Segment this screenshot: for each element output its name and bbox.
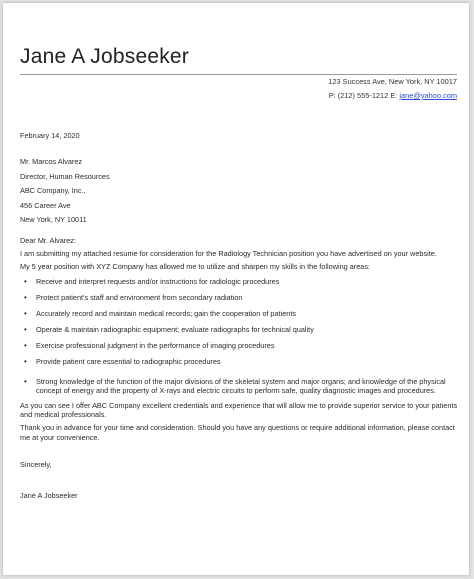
list-item: • Protect patient's staff and environment from secondary radiation xyxy=(20,293,460,302)
recipient-block xyxy=(20,157,460,230)
recipient-line: ABC Company, Inc., xyxy=(20,186,86,196)
letter-page xyxy=(3,3,469,575)
list-item: • Exercise professional judgment in the performance of imaging procedures xyxy=(20,341,460,350)
recipient-line: Director, Human Resources xyxy=(20,171,110,181)
applicant-address: 123 Success Ave, New York, NY 10017 xyxy=(328,77,457,86)
intro-paragraph: I am submitting my attached resume for consideration for the Radiology Technician position you have advertised on your website. xyxy=(20,248,437,258)
list-item: • Strong knowledge of the function of the major divisions of the skeletal system and major organs; and knowledge of the physical concept of energy and the property of X-rays and electric circuits to perform safe, quality diagnostic images and procedures. xyxy=(20,377,460,395)
recipient-line: New York, NY 10011 xyxy=(20,215,87,225)
salutation: Dear Mr. Alvarez: xyxy=(20,235,76,245)
list-item: • Operate & maintain radiographic equipment; evaluate radiographs for technical quality xyxy=(20,325,460,334)
applicant-contact-line xyxy=(329,91,457,100)
credentials-paragraph: As you can see I offer ABC Company excellent credentials and experience that will allow me to provide superior service to your patients and medical professionals. xyxy=(20,400,458,420)
experience-paragraph: My 5 year position with XYZ Company has allowed me to utilize and sharpen my skills in the following areas: xyxy=(20,262,371,272)
list-item: • Receive and interpret requests and/or instructions for radiologic procedures xyxy=(20,277,460,286)
recipient-line: Mr. Marcos Alvarez xyxy=(20,157,83,167)
email-link[interactable]: jane@yahoo.com xyxy=(399,91,457,100)
skills-list xyxy=(20,277,460,395)
letter-body xyxy=(20,131,460,500)
signature-name: Jane A Jobseeker xyxy=(20,490,78,500)
closing-paragraph: Thank you in advance for your time and consideration. Should you have any questions or require additional information, please contact me at your convenience. xyxy=(20,423,455,442)
sign-off: Sincerely, xyxy=(20,459,52,469)
phone-text: P: (212) 555-1212 E: xyxy=(328,91,400,100)
list-item: • Accurately record and maintain medical records; gain the cooperation of patients xyxy=(20,309,460,318)
letter-date: February 14, 2020 xyxy=(20,131,80,140)
list-item: • Provide patient care essential to radiographic procedures xyxy=(20,357,460,366)
header-divider xyxy=(20,74,457,75)
applicant-name: Jane A Jobseeker xyxy=(20,45,189,68)
recipient-line: 456 Career Ave xyxy=(20,200,71,210)
